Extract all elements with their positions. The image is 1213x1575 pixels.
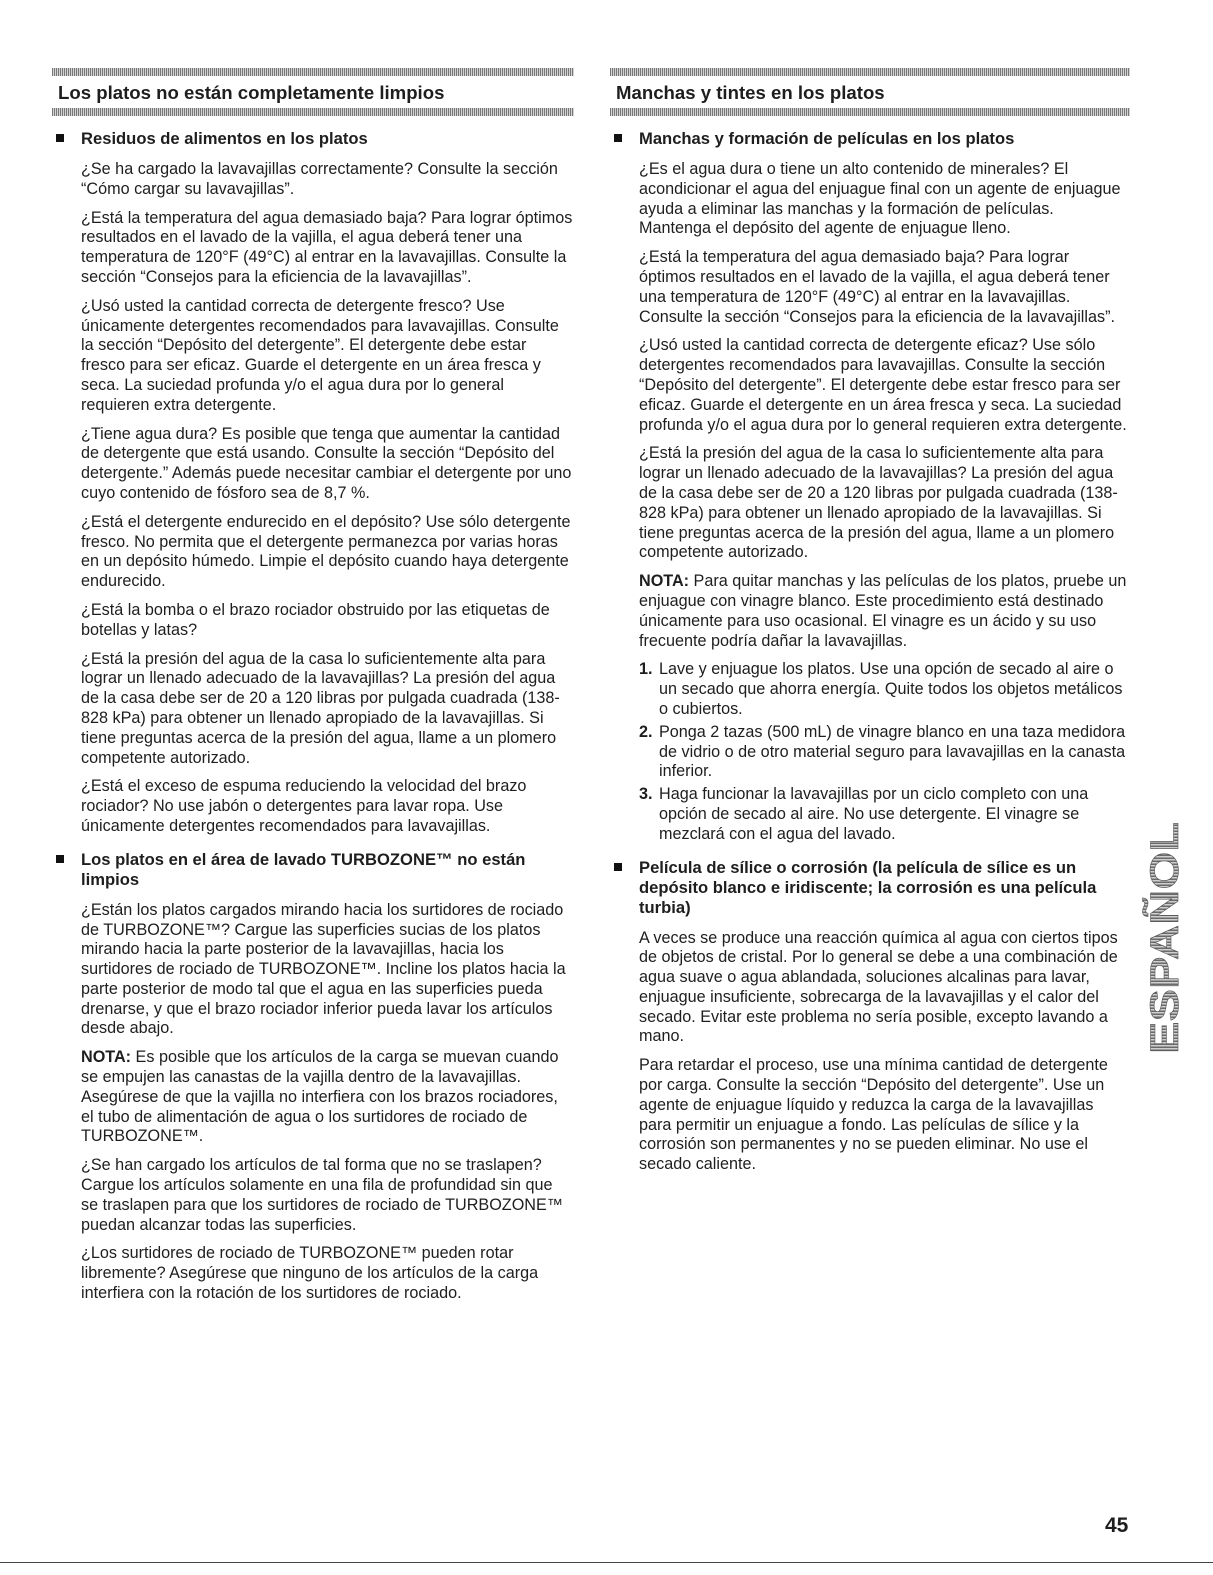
header-rule-top: [610, 68, 1130, 76]
step-text: Ponga 2 tazas (500 mL) de vinagre blanco en una taza medidora de vidrio o de otro material seguro para lavavajillas en la canasta inferior.: [659, 722, 1126, 781]
subheading-text: Manchas y formación de películas en los platos: [639, 129, 1015, 148]
note-text: Para quitar manchas y las películas de los platos, pruebe un enjuague con vinagre blanco. Este procedimiento está destinado únicamente para uso ocasional. El vinagre es un ácido y su uso frecuente podría dañar la lavavajillas.: [639, 572, 1127, 650]
numbered-steps: [639, 660, 1130, 844]
subheading-text: Residuos de alimentos en los platos: [81, 129, 368, 148]
paragraph: ¿Está la temperatura del agua demasiado baja? Para lograr óptimos resultados en el lavado de la vajilla, el agua deberá tener una temperatura de 120°F (49°C) al entrar en la lavavajillas. Consulte la sección “Consejos para la eficiencia de la lavavajillas”.: [81, 208, 573, 286]
paragraph: ¿Está la presión del agua de la casa lo suficientemente alta para lograr un llenado adecuado de la lavavajillas? La presión del agua de la casa debe ser de 20 a 120 libras por pulgada cuadrada (138-828 kPa) para obtener un llenado apropiado de la lavavajillas. Si tiene preguntas acerca de la presión del agua, llame a un plomero competente autorizado.: [81, 649, 560, 767]
step-item: [639, 723, 1130, 782]
paragraph: ¿Se ha cargado la lavavajillas correctamente? Consulte la sección “Cómo cargar su lavavajillas”.: [81, 160, 558, 198]
paragraph: ¿Está el exceso de espuma reduciendo la velocidad del brazo rociador? No use jabón o detergentes para lavar ropa. Use únicamente detergentes recomendados para lavavajillas.: [81, 777, 527, 835]
language-side-tab: [1143, 820, 1187, 1056]
paragraph: ¿Está el detergente endurecido en el depósito? Use sólo detergente fresco. No permita que el detergente permanezca por varias horas en un depósito húmedo. Limpie el depósito cuando haya detergente endurecido.: [81, 512, 571, 591]
paragraph: ¿Está la bomba o el brazo rociador obstruido por las etiquetas de botellas y latas?: [81, 600, 550, 639]
paragraph: ¿Usó usted la cantidad correcta de detergente fresco? Use únicamente detergentes recomendados para lavavajillas. Consulte la sección “Depósito del detergente”. El detergente debe estar fresco para ser eficaz. Guarde el detergente en un área fresca y seca. La suciedad profunda y/o el agua dura por lo general requieren extra detergente.: [81, 296, 559, 414]
note-paragraph: [639, 572, 1130, 651]
subheading: [610, 129, 1130, 149]
page-number: 45: [1105, 1514, 1129, 1537]
section-title: Los platos no están completamente limpios: [58, 82, 445, 103]
paragraph: ¿Se han cargado los artículos de tal forma que no se traslapen? Cargue los artículos solamente en una fila de profundidad sin que se traslapen para que los surtidores de rociado de TURBOZONE™ puedan alcanzar todas las superficies.: [81, 1156, 563, 1234]
paragraph: A veces se produce una reacción química al agua con ciertos tipos de objetos de cristal. Por lo general se debe a una combinación de agua suave o agua ablandada, soluciones alcalinas para lavar, enjuague insuficiente, sobrecarga de la lavavajillas y el calor del secado. Evitar este problema no sería posible, excepto lavando a mano.: [639, 928, 1118, 1046]
section-header-left: [52, 68, 574, 116]
subheading: [610, 858, 1130, 918]
note-label: NOTA:: [81, 1048, 132, 1067]
left-column: [52, 68, 574, 1313]
section-title: Manchas y tintes en los platos: [616, 82, 885, 103]
square-bullet-icon: [614, 134, 622, 142]
subheading: [52, 129, 574, 149]
step-number: 1.: [639, 660, 653, 679]
step-number: 2.: [639, 722, 653, 741]
section-header-right: [610, 68, 1130, 116]
footer-rule: [0, 1562, 1213, 1563]
square-bullet-icon: [614, 863, 622, 871]
paragraph: ¿Es el agua dura o tiene un alto contenido de minerales? El acondicionar el agua del enjuague final con un agente de enjuague ayuda a eliminar las manchas y la formación de películas. Mantenga el depósito del agente de enjuague lleno.: [639, 160, 1121, 238]
square-bullet-icon: [56, 134, 64, 142]
paragraph: ¿Los surtidores de rociado de TURBOZONE™ pueden rotar libremente? Asegúrese que ninguno de los artículos de la carga interfiera con la rotación de los surtidores de rociado.: [81, 1244, 539, 1303]
header-rule-top: [52, 68, 574, 76]
subheading-text: Los platos en el área de lavado TURBOZONE™ no están limpios: [81, 849, 526, 889]
note-paragraph: [81, 1048, 574, 1147]
step-item: [639, 660, 1130, 719]
header-rule-bottom: [610, 108, 1130, 116]
paragraph: ¿Están los platos cargados mirando hacia los surtidores de rociado de TURBOZONE™? Cargue las superficies sucias de los platos mirando hacia la parte posterior de la lavavajillas, hacia los surtidores de rociado de TURBOZONE™. Incline los platos hacia la parte posterior de modo tal que el agua en las superficies pueda drenarse, y que el brazo rociador inferior pueda lavar los artículos desde abajo.: [81, 900, 566, 1038]
note-label: NOTA:: [639, 572, 690, 591]
paragraph: ¿Usó usted la cantidad correcta de detergente eficaz? Use sólo detergentes recomendados para lavavajillas. Consulte la sección “Depósito del detergente”. El detergente debe estar fresco para ser eficaz. Guarde el detergente en un área fresca y seca. La suciedad profunda y/o el agua dura por lo general requieren extra detergente.: [639, 336, 1127, 434]
paragraph: Para retardar el proceso, use una mínima cantidad de detergente por carga. Consulte la sección “Depósito del detergente”. Use un agente de enjuague líquido y reduzca la carga de la lavavajillas para permitir un enjuague a fondo. Las películas de sílice y la corrosión son permanentes y no se pueden eliminar. No use el secado caliente.: [639, 1056, 1108, 1174]
step-item: [639, 785, 1130, 844]
subheading-text: Película de sílice o corrosión (la película de sílice es un depósito blanco e iridiscente; la corrosión es una película turbia): [639, 857, 1097, 917]
paragraph: ¿Está la temperatura del agua demasiado baja? Para lograr óptimos resultados en el lavado de la vajilla, el agua deberá tener una temperatura de 120°F (49°C) al entrar en la lavavajillas. Consulte la sección “Consejos para la eficiencia de la lavavajillas”.: [639, 248, 1115, 326]
step-text: Lave y enjuague los platos. Use una opción de secado al aire o un secado que ahorra energía. Quite todos los objetos metálicos o cubiertos.: [659, 660, 1123, 718]
step-text: Haga funcionar la lavavajillas por un ciclo completo con una opción de secado al aire. No use detergente. El vinagre se mezclará con el agua del lavado.: [659, 785, 1089, 843]
note-text: Es posible que los artículos de la carga se muevan cuando se empujen las canastas de la vajilla dentro de la lavavajillas. Asegúrese de que la vajilla no interfiera con los brazos rociadores, el tubo de alimentación de agua o los surtidores de rociado de TURBOZONE™.: [81, 1048, 559, 1146]
subheading: [52, 850, 574, 890]
paragraph: ¿Tiene agua dura? Es posible que tenga que aumentar la cantidad de detergente que está usando. Consulte la sección “Depósito del detergente.” Además puede necesitar cambiar el detergente por uno cuyo contenido de fósforo sea de 8,7 %.: [81, 424, 572, 502]
side-tab-label: ESPAÑOL: [1143, 863, 1187, 1054]
header-rule-bottom: [52, 108, 574, 116]
step-number: 3.: [639, 785, 653, 804]
right-column: [610, 68, 1130, 1184]
paragraph: ¿Está la presión del agua de la casa lo suficientemente alta para lograr un llenado adecuado de la lavavajillas? La presión del agua de la casa debe ser de 20 a 120 libras por pulgada cuadrada (138-828 kPa) para obtener un llenado apropiado de la lavavajillas. Si tiene preguntas acerca de la presión del agua, llame a un plomero competente autorizado.: [639, 444, 1118, 562]
square-bullet-icon: [56, 855, 64, 863]
